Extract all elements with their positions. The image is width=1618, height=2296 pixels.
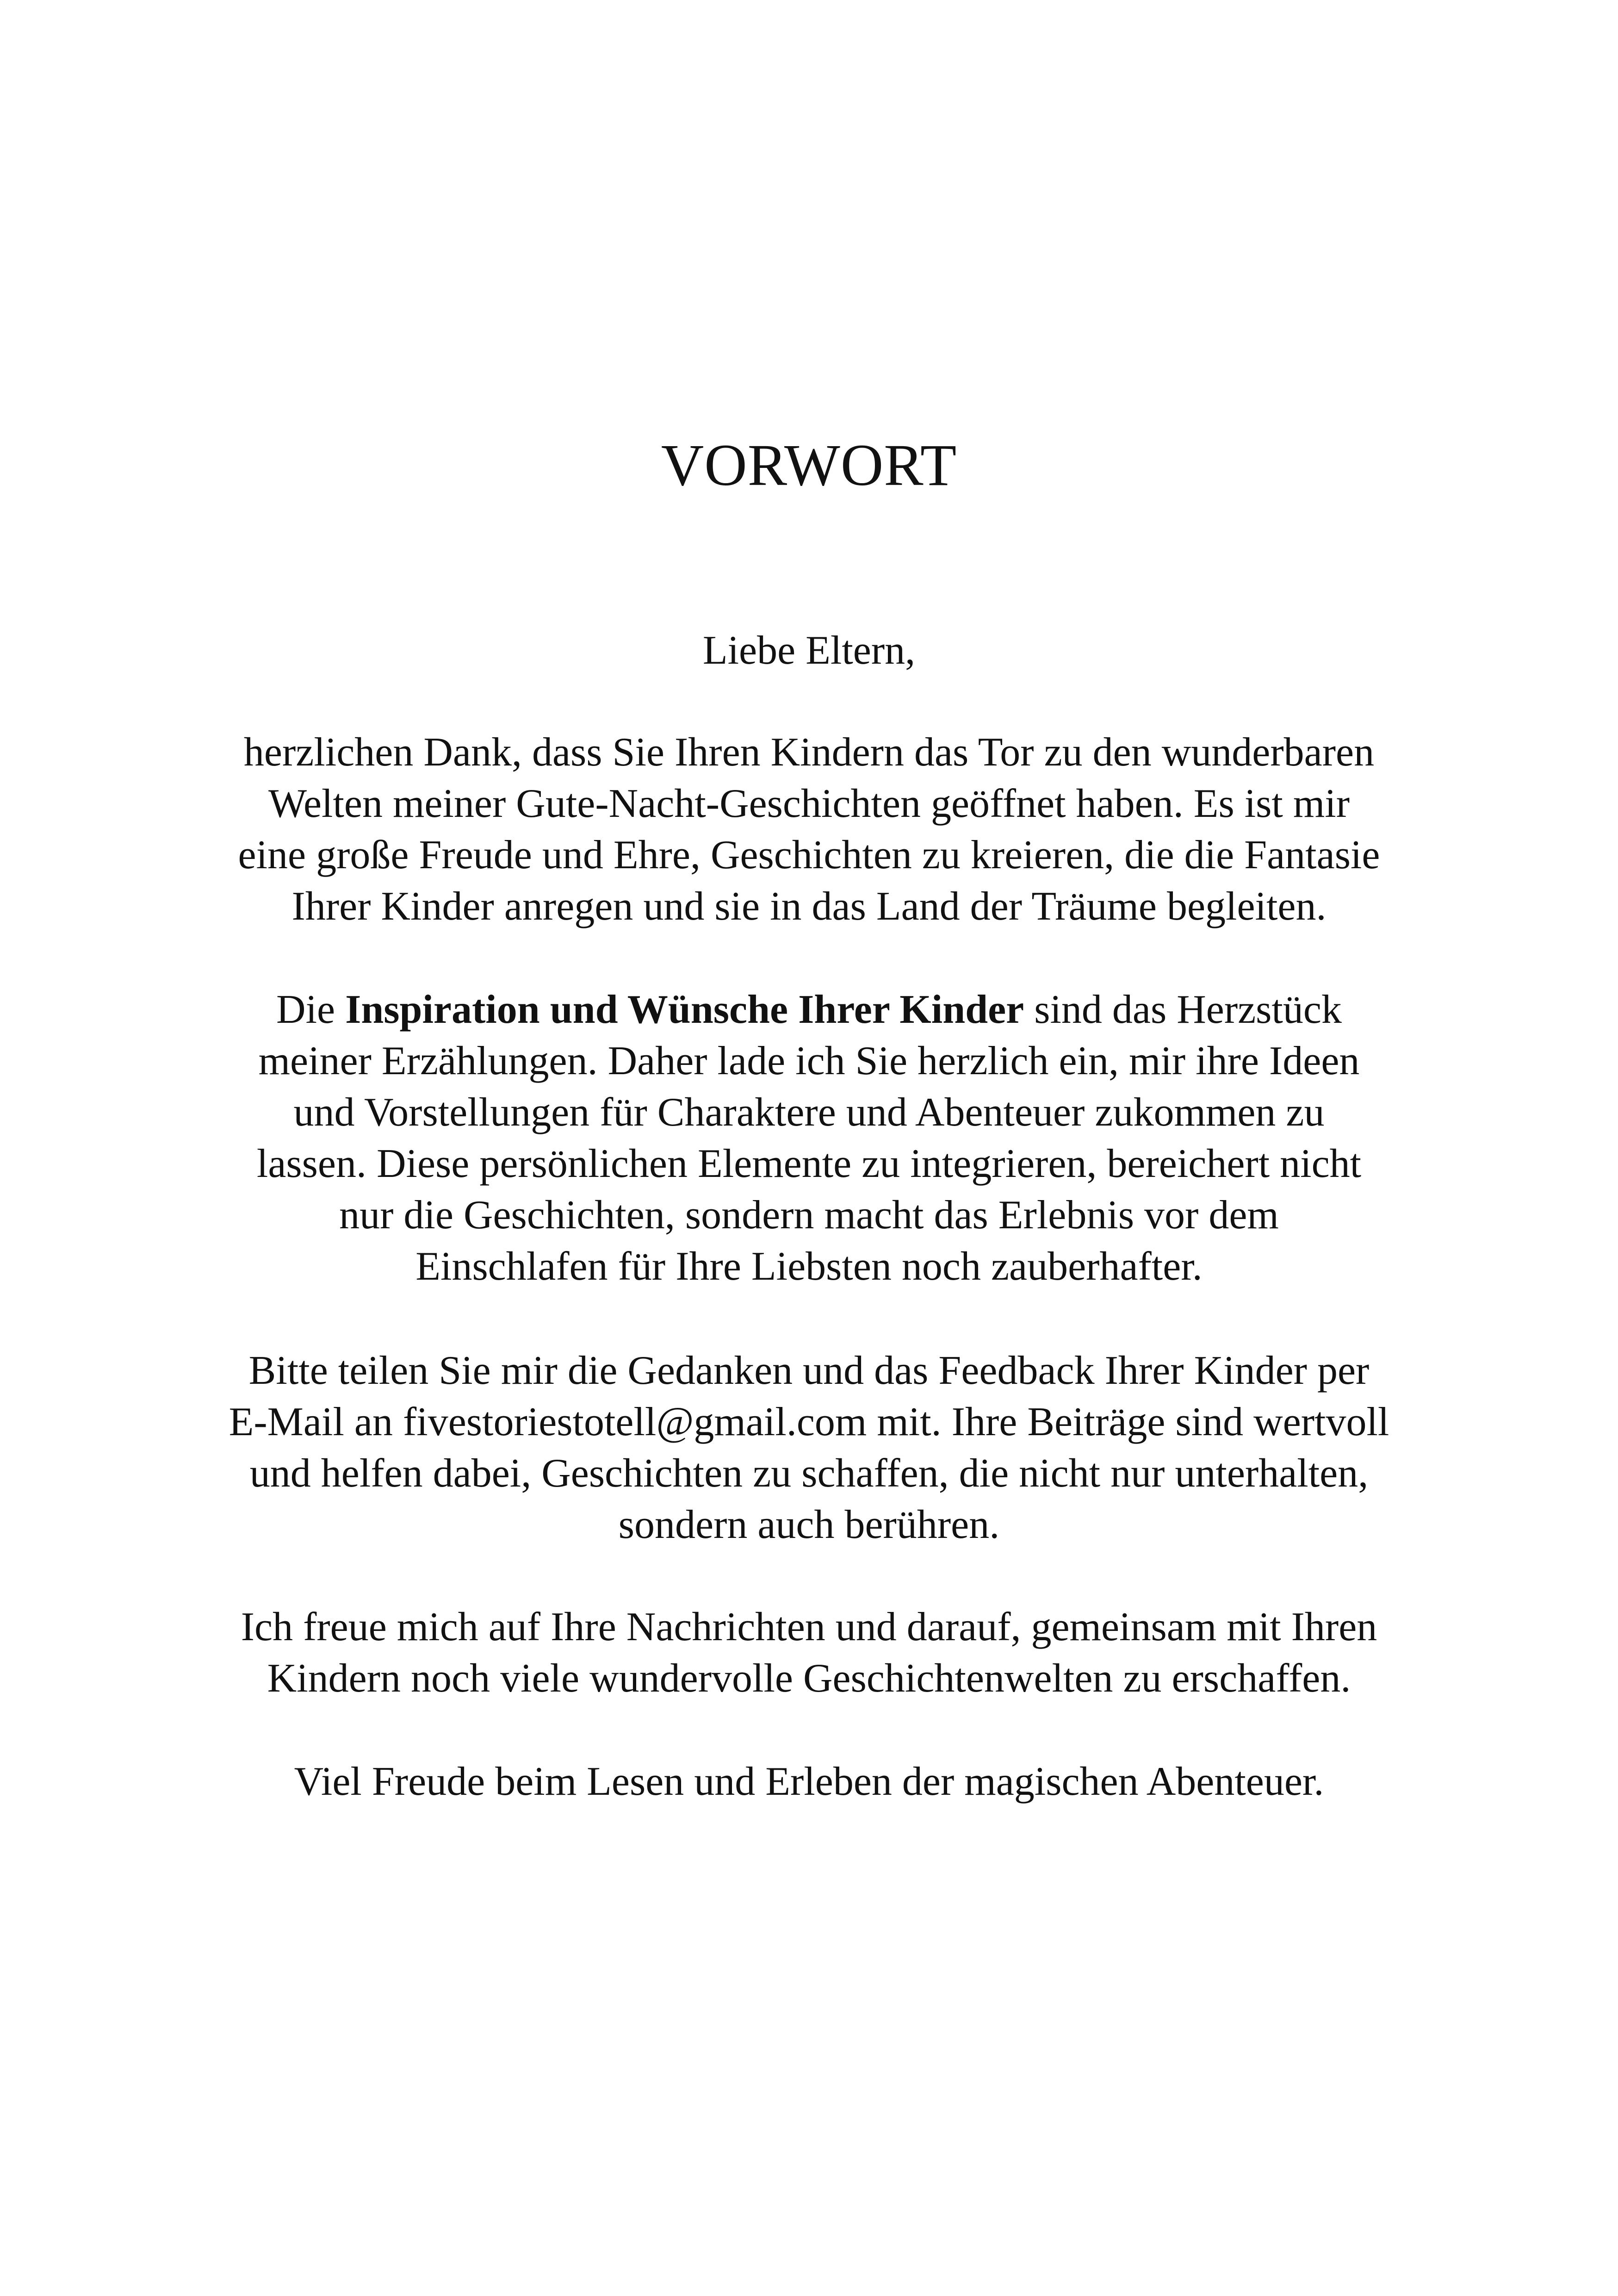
text-line: Einschlafen für Ihre Liebsten noch zauberhafter. — [415, 1244, 1203, 1289]
text-line: eine große Freude und Ehre, Geschichten zu kreieren, die die Fantasie — [238, 833, 1380, 877]
paragraph-inspiration — [139, 984, 1479, 1292]
text-line: und helfen dabei, Geschichten zu schaffen, die nicht nur unterhalten, — [249, 1451, 1369, 1496]
paragraph-closing — [139, 1601, 1479, 1704]
text-line: herzlichen Dank, dass Sie Ihren Kindern das Tor zu den wunderbaren — [243, 730, 1375, 775]
text-segment: Die — [276, 987, 346, 1032]
text-line: Ich freue mich auf Ihre Nachrichten und darauf, gemeinsam mit Ihren — [241, 1605, 1377, 1649]
text-line — [139, 984, 1479, 1035]
text-line: und Vorstellungen für Charaktere und Abenteuer zukommen zu — [293, 1090, 1325, 1135]
paragraph-thanks — [139, 727, 1479, 932]
greeting: Liebe Eltern, — [702, 628, 916, 673]
text-line: Ihrer Kinder anregen und sie in das Land der Träume begleiten. — [291, 884, 1327, 929]
text-line: Viel Freude beim Lesen und Erleben der magischen Abenteuer. — [294, 1759, 1324, 1804]
text-line: Bitte teilen Sie mir die Gedanken und das Feedback Ihrer Kinder per — [248, 1348, 1370, 1393]
text-line: lassen. Diese persönlichen Elemente zu integrieren, bereichert nicht — [256, 1141, 1362, 1186]
text-line: meiner Erzählungen. Daher lade ich Sie herzlich ein, mir ihre Ideen — [258, 1039, 1360, 1083]
text-segment: sind das Herzstück — [1024, 987, 1342, 1032]
text-line: E-Mail an fivestoriestotell@gmail.com mit. Ihre Beiträge sind wertvoll — [229, 1400, 1389, 1444]
paragraph-wishes — [139, 1756, 1479, 1807]
page-title: VORWORT — [661, 432, 957, 498]
paragraph-feedback — [139, 1345, 1479, 1550]
text-line: sondern auch berühren. — [618, 1502, 1000, 1547]
text-line: Kindern noch viele wundervolle Geschichtenwelten zu erschaffen. — [267, 1656, 1351, 1701]
bold-phrase: Inspiration und Wünsche Ihrer Kinder — [345, 987, 1024, 1032]
text-line: Welten meiner Gute-Nacht-Geschichten geöffnet haben. Es ist mir — [268, 781, 1350, 826]
text-line: nur die Geschichten, sondern macht das Erlebnis vor dem — [339, 1193, 1279, 1238]
